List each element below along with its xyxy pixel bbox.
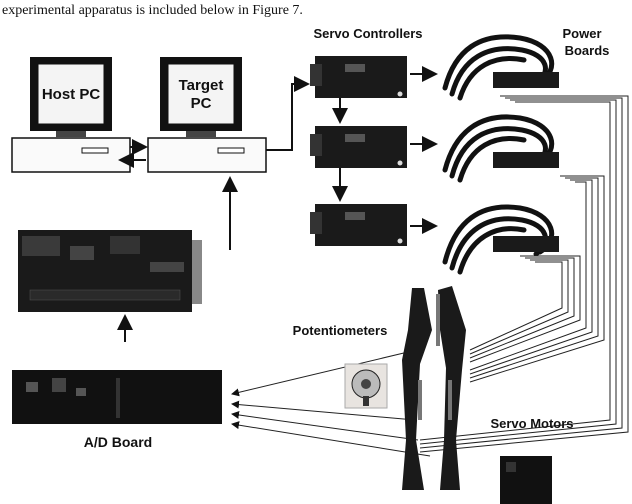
power-boards-label-line1: Power xyxy=(562,26,602,41)
servo-motors-label: Servo Motors xyxy=(490,416,574,431)
servo-controller-1 xyxy=(310,56,407,98)
robot-legs xyxy=(402,286,466,490)
target-pc xyxy=(148,57,266,172)
io-card xyxy=(18,230,202,312)
servo-controller-2 xyxy=(310,126,407,168)
power-boards-label-line2: Boards xyxy=(564,43,610,58)
potentiometer-wiring xyxy=(232,352,430,456)
potentiometer xyxy=(345,364,387,408)
ad-board xyxy=(12,370,222,424)
host-pc xyxy=(12,57,130,172)
power-board-1 xyxy=(445,37,559,98)
servo-controller-3 xyxy=(310,204,407,246)
potentiometers-label: Potentiometers xyxy=(292,323,388,338)
servo-controllers-label: Servo Controllers xyxy=(313,26,423,41)
caption-text: experimental apparatus is included below in Figure 7. xyxy=(2,3,303,18)
host-pc-label: Host PC xyxy=(41,86,101,103)
ad-board-label: A/D Board xyxy=(83,434,153,450)
target-pc-label-line2: PC xyxy=(190,95,212,112)
servo-motor xyxy=(500,456,552,504)
power-board-2 xyxy=(445,117,559,180)
target-pc-label-line1: Target xyxy=(178,77,224,94)
target-to-controller-arrow xyxy=(266,84,308,150)
